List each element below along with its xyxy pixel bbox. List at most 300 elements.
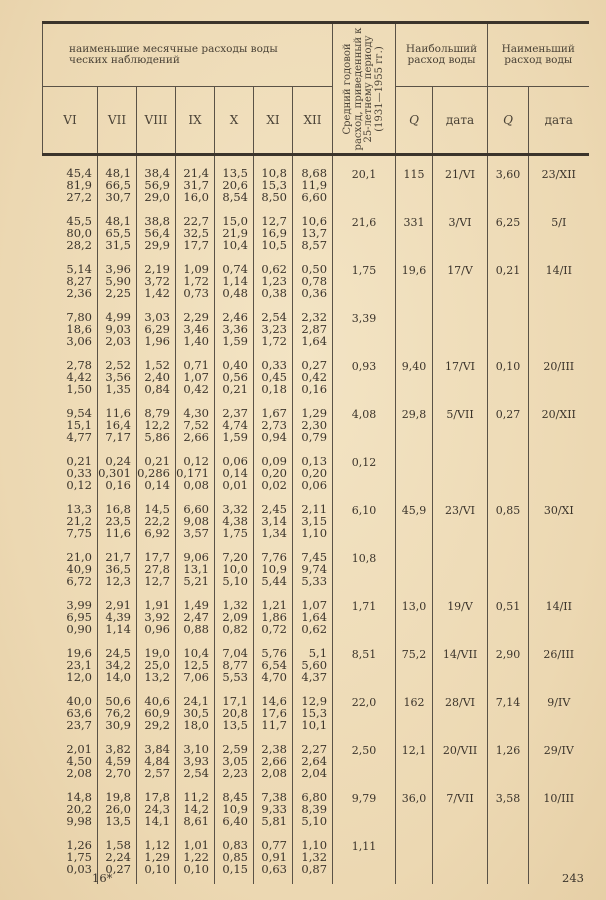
discharge-value: 13,5 <box>222 717 248 732</box>
discharge-value: 1,32 <box>222 598 248 612</box>
discharge-value: 2,91 <box>105 598 131 612</box>
discharge-value: 21,7 <box>105 550 131 564</box>
month-header: IX <box>176 87 215 155</box>
discharge-value: 0,24 <box>105 454 131 468</box>
max-date-cell: 21/VI <box>433 155 488 217</box>
month-cell <box>293 600 333 648</box>
min-q-cell: 6,25 <box>488 216 529 264</box>
discharge-value: 4,77 <box>66 429 92 444</box>
discharge-value: 38,8 <box>144 214 170 228</box>
avg-cell: 8,51 <box>333 648 396 696</box>
discharge-value: 4,42 <box>66 369 92 384</box>
month-cell <box>176 264 215 312</box>
discharge-value: 9,08 <box>183 513 209 528</box>
month-cell <box>137 264 176 312</box>
discharge-value: 4,70 <box>261 669 287 684</box>
discharge-value: 0,48 <box>222 285 248 300</box>
min-date-cell <box>529 312 589 360</box>
month-cell <box>43 696 98 744</box>
discharge-value: 7,80 <box>66 310 92 324</box>
month-cell <box>98 504 137 552</box>
discharge-value: 0,15 <box>222 861 248 876</box>
discharge-value: 6,60 <box>301 189 328 204</box>
month-cell <box>176 744 215 792</box>
discharge-value: 10,4 <box>222 237 248 252</box>
month-cell <box>137 744 176 792</box>
month-cell <box>254 216 293 264</box>
month-cell <box>176 408 215 456</box>
month-cell <box>254 696 293 744</box>
discharge-value: 0,78 <box>301 273 328 288</box>
discharge-value: 11,7 <box>261 717 287 732</box>
discharge-value: 7,17 <box>105 429 131 444</box>
discharge-value: 0,08 <box>183 477 209 492</box>
discharge-value: 13,5 <box>222 166 248 180</box>
discharge-value: 2,01 <box>66 742 92 756</box>
discharge-value: 6,29 <box>144 321 170 336</box>
month-cell <box>254 840 293 884</box>
discharge-value: 13,7 <box>301 225 328 240</box>
discharge-value: 17,7 <box>183 237 209 252</box>
discharge-value: 65,5 <box>105 225 131 240</box>
discharge-value: 15,3 <box>261 177 287 192</box>
month-cell <box>137 840 176 884</box>
discharge-value: 27,2 <box>66 189 92 204</box>
discharge-value: 2,57 <box>144 765 170 780</box>
min-date-cell: 10/III <box>529 792 589 840</box>
min-q-cell: 0,27 <box>488 408 529 456</box>
discharge-value: 2,45 <box>261 502 287 516</box>
discharge-value: 19,6 <box>66 646 92 660</box>
month-cell <box>98 408 137 456</box>
discharge-value: 21,9 <box>222 225 248 240</box>
discharge-value: 8,57 <box>301 237 328 252</box>
discharge-value: 4,50 <box>66 753 92 768</box>
discharge-value: 30,7 <box>105 189 131 204</box>
month-cell <box>254 408 293 456</box>
discharge-value: 0,82 <box>222 621 248 636</box>
table-row <box>43 792 589 840</box>
discharge-value: 1,29 <box>301 406 328 420</box>
max-q-cell: 162 <box>396 696 433 744</box>
min-q-cell: 0,85 <box>488 504 529 552</box>
max-q-cell: 13,0 <box>396 600 433 648</box>
discharge-value: 14,1 <box>144 813 170 828</box>
discharge-value: 11,9 <box>301 177 328 192</box>
discharge-value: 0,286 <box>137 465 170 480</box>
discharge-value: 1,59 <box>222 429 248 444</box>
discharge-value: 3,93 <box>183 753 209 768</box>
discharge-value: 13,1 <box>183 561 209 576</box>
max-date-cell: 17/V <box>433 264 488 312</box>
discharge-value: 5,10 <box>222 573 248 588</box>
month-cell <box>215 840 254 884</box>
discharge-value: 0,42 <box>183 381 209 396</box>
month-cell <box>293 504 333 552</box>
discharge-value: 10,9 <box>261 561 287 576</box>
min-q-cell: 1,26 <box>488 744 529 792</box>
min-q-header: Q <box>488 87 529 155</box>
min-date-cell <box>529 552 589 600</box>
min-date-cell: 20/XII <box>529 408 589 456</box>
month-cell <box>293 360 333 408</box>
discharge-value: 1,26 <box>66 838 92 852</box>
min-date-cell: 29/IV <box>529 744 589 792</box>
month-cell <box>215 552 254 600</box>
discharge-value: 0,12 <box>183 454 209 468</box>
month-cell <box>137 216 176 264</box>
discharge-value: 45,5 <box>66 214 92 228</box>
min-q-cell <box>488 456 529 504</box>
discharge-value: 28,2 <box>66 237 92 252</box>
discharge-value: 0,33 <box>261 358 287 372</box>
avg-cell: 0,93 <box>333 360 396 408</box>
max-q-header: Q <box>396 87 433 155</box>
month-header: VI <box>43 87 98 155</box>
discharge-value: 0,73 <box>183 285 209 300</box>
discharge-value: 23,1 <box>66 657 92 672</box>
table-row <box>43 408 589 456</box>
discharge-value: 0,14 <box>144 477 170 492</box>
discharge-value: 2,29 <box>183 310 209 324</box>
discharge-value: 2,08 <box>261 765 287 780</box>
discharge-value: 30,5 <box>183 705 209 720</box>
discharge-value: 1,14 <box>105 621 131 636</box>
max-date-cell: 5/VII <box>433 408 488 456</box>
discharge-value: 0,16 <box>105 477 131 492</box>
discharge-value: 50,6 <box>105 694 131 708</box>
month-cell <box>293 155 333 217</box>
discharge-value: 56,9 <box>144 177 170 192</box>
max-discharge-header: Наибольший расход воды <box>396 23 488 87</box>
discharge-value: 7,06 <box>183 669 209 684</box>
month-cell <box>215 792 254 840</box>
discharge-value: 19,0 <box>144 646 170 660</box>
month-cell <box>215 155 254 217</box>
discharge-value: 2,32 <box>301 310 328 324</box>
discharge-value: 16,4 <box>105 417 131 432</box>
month-cell <box>98 744 137 792</box>
avg-cell: 1,75 <box>333 264 396 312</box>
avg-cell: 6,10 <box>333 504 396 552</box>
max-date-cell: 23/VI <box>433 504 488 552</box>
month-cell <box>98 456 137 504</box>
discharge-value: 3,06 <box>66 333 92 348</box>
discharge-value: 0,62 <box>301 621 328 636</box>
discharge-value: 11,2 <box>183 790 209 804</box>
discharge-value: 4,39 <box>105 609 131 624</box>
discharge-value: 60,9 <box>144 705 170 720</box>
month-header: X <box>215 87 254 155</box>
month-cell <box>215 744 254 792</box>
discharge-value: 2,73 <box>261 417 287 432</box>
discharge-value: 0,72 <box>261 621 287 636</box>
month-cell <box>137 504 176 552</box>
discharge-value: 1,21 <box>261 598 287 612</box>
discharge-value: 0,63 <box>261 861 287 876</box>
discharge-value: 19,8 <box>105 790 131 804</box>
month-cell <box>254 312 293 360</box>
discharge-value: 0,33 <box>66 465 92 480</box>
month-cell <box>137 552 176 600</box>
discharge-value: 6,60 <box>183 502 209 516</box>
discharge-value: 9,06 <box>183 550 209 564</box>
discharge-value: 2,04 <box>301 765 328 780</box>
avg-discharge-header <box>333 23 396 155</box>
max-date-header: дата <box>433 87 488 155</box>
month-cell <box>98 360 137 408</box>
discharge-value: 31,5 <box>105 237 131 252</box>
discharge-value: 8,39 <box>301 801 328 816</box>
discharge-value: 0,01 <box>222 477 248 492</box>
discharge-value: 1,67 <box>261 406 287 420</box>
avg-cell: 10,8 <box>333 552 396 600</box>
discharge-value: 12,2 <box>144 417 170 432</box>
discharge-value: 2,24 <box>105 849 131 864</box>
discharge-value: 2,78 <box>66 358 92 372</box>
discharge-value: 12,5 <box>183 657 209 672</box>
discharge-value: 12,3 <box>105 573 131 588</box>
month-cell <box>215 312 254 360</box>
month-cell <box>137 456 176 504</box>
discharge-value: 0,71 <box>183 358 209 372</box>
month-cell <box>176 504 215 552</box>
max-date-cell: 14/VII <box>433 648 488 696</box>
month-cell <box>137 648 176 696</box>
month-cell <box>215 456 254 504</box>
discharge-value: 29,9 <box>144 237 170 252</box>
discharge-value: 9,54 <box>66 406 92 420</box>
discharge-value: 7,45 <box>301 550 328 564</box>
discharge-value: 6,80 <box>301 790 328 804</box>
month-cell <box>254 155 293 217</box>
min-date-cell: 5/I <box>529 216 589 264</box>
discharge-value: 0,21 <box>222 381 248 396</box>
max-q-cell: 331 <box>396 216 433 264</box>
discharge-value: 0,40 <box>222 358 248 372</box>
avg-cell: 20,1 <box>333 155 396 217</box>
discharge-value: 80,0 <box>66 225 92 240</box>
discharge-value: 4,84 <box>144 753 170 768</box>
discharge-value: 16,0 <box>183 189 209 204</box>
discharge-value: 1,10 <box>301 525 328 540</box>
discharge-value: 14,2 <box>183 801 209 816</box>
month-cell <box>215 504 254 552</box>
discharge-value: 17,6 <box>261 705 287 720</box>
discharge-value: 10,5 <box>261 237 287 252</box>
month-cell <box>43 840 98 884</box>
table-row <box>43 696 589 744</box>
discharge-value: 40,9 <box>66 561 92 576</box>
min-q-cell: 3,58 <box>488 792 529 840</box>
discharge-value: 7,04 <box>222 646 248 660</box>
discharge-value: 4,30 <box>183 406 209 420</box>
discharge-value: 23,5 <box>105 513 131 528</box>
month-cell <box>254 360 293 408</box>
discharge-value: 1,12 <box>144 838 170 852</box>
signature-mark: 16* <box>92 871 113 885</box>
discharge-value: 3,15 <box>301 513 328 528</box>
discharge-value: 1,75 <box>66 849 92 864</box>
month-cell <box>215 216 254 264</box>
discharge-value: 3,03 <box>144 310 170 324</box>
discharge-value: 18,6 <box>66 321 92 336</box>
month-cell <box>43 456 98 504</box>
discharge-value: 29,2 <box>144 717 170 732</box>
table-row <box>43 155 589 217</box>
discharge-value: 12,7 <box>261 214 287 228</box>
discharge-value: 3,72 <box>144 273 170 288</box>
discharge-value: 4,99 <box>105 310 131 324</box>
month-cell <box>137 360 176 408</box>
discharge-value: 1,75 <box>222 525 248 540</box>
min-q-cell: 0,21 <box>488 264 529 312</box>
month-cell <box>293 840 333 884</box>
header-line-2: ческих наблюдений <box>69 54 180 66</box>
month-cell <box>215 408 254 456</box>
discharge-value: 1,96 <box>144 333 170 348</box>
discharge-value: 2,30 <box>301 417 328 432</box>
discharge-value: 24,5 <box>105 646 131 660</box>
discharge-value: 3,10 <box>183 742 209 756</box>
discharge-value: 7,75 <box>66 525 92 540</box>
discharge-value: 3,57 <box>183 525 209 540</box>
discharge-value: 2,66 <box>183 429 209 444</box>
discharge-value: 1,40 <box>183 333 209 348</box>
discharge-value: 0,96 <box>144 621 170 636</box>
discharge-value: 1,64 <box>301 609 328 624</box>
discharge-value: 32,5 <box>183 225 209 240</box>
discharge-value: 8,45 <box>222 790 248 804</box>
discharge-value: 3,36 <box>222 321 248 336</box>
discharge-value: 6,40 <box>222 813 248 828</box>
discharge-value: 23,7 <box>66 717 92 732</box>
discharge-value: 9,74 <box>301 561 328 576</box>
discharge-value: 2,37 <box>222 406 248 420</box>
month-cell <box>98 552 137 600</box>
max-q-cell <box>396 552 433 600</box>
discharge-value: 0,02 <box>261 477 287 492</box>
avg-cell: 1,71 <box>333 600 396 648</box>
discharge-value: 0,171 <box>176 465 209 480</box>
month-cell <box>176 456 215 504</box>
discharge-value: 20,8 <box>222 705 248 720</box>
discharge-value: 1,09 <box>183 262 209 276</box>
discharge-value: 0,84 <box>144 381 170 396</box>
discharge-value: 1,22 <box>183 849 209 864</box>
month-header: VIII <box>137 87 176 155</box>
discharge-value: 21,2 <box>66 513 92 528</box>
min-date-cell: 30/XI <box>529 504 589 552</box>
discharge-value: 24,3 <box>144 801 170 816</box>
discharge-value: 2,54 <box>261 310 287 324</box>
discharge-value: 9,98 <box>66 813 92 828</box>
month-cell <box>98 696 137 744</box>
discharge-value: 2,38 <box>261 742 287 756</box>
table-row <box>43 600 589 648</box>
discharge-value: 5,76 <box>261 646 287 660</box>
table-row <box>43 840 589 884</box>
discharge-value: 2,09 <box>222 609 248 624</box>
discharge-value: 1,14 <box>222 273 248 288</box>
discharge-value: 2,59 <box>222 742 248 756</box>
discharge-value: 6,54 <box>261 657 287 672</box>
month-cell <box>176 360 215 408</box>
discharge-value: 2,25 <box>105 285 131 300</box>
month-cell <box>215 696 254 744</box>
discharge-value: 9,03 <box>105 321 131 336</box>
discharge-value: 0,42 <box>301 369 328 384</box>
discharge-value: 0,03 <box>66 861 92 876</box>
discharge-value: 20,2 <box>66 801 92 816</box>
min-q-cell: 0,10 <box>488 360 529 408</box>
discharge-value: 7,38 <box>261 790 287 804</box>
discharge-value: 8,54 <box>222 189 248 204</box>
discharge-value: 21,0 <box>66 550 92 564</box>
min-date-cell: 14/II <box>529 600 589 648</box>
discharge-value: 6,95 <box>66 609 92 624</box>
discharge-value: 3,32 <box>222 502 248 516</box>
discharge-value: 10,4 <box>183 646 209 660</box>
discharge-value: 11,6 <box>105 406 131 420</box>
discharge-value: 10,0 <box>222 561 248 576</box>
discharge-value: 48,1 <box>105 214 131 228</box>
discharge-value: 10,1 <box>301 717 328 732</box>
discharge-value: 0,14 <box>222 465 248 480</box>
min-q-cell: 7,14 <box>488 696 529 744</box>
min-q-cell: 2,90 <box>488 648 529 696</box>
month-header: XI <box>254 87 293 155</box>
min-q-cell <box>488 312 529 360</box>
month-cell <box>254 552 293 600</box>
discharge-value: 1,50 <box>66 381 92 396</box>
discharge-value: 0,16 <box>301 381 328 396</box>
discharge-value: 18,0 <box>183 717 209 732</box>
month-cell <box>98 648 137 696</box>
discharge-value: 1,01 <box>183 838 209 852</box>
discharge-value: 2,54 <box>183 765 209 780</box>
max-date-cell <box>433 456 488 504</box>
discharge-value: 1,91 <box>144 598 170 612</box>
month-cell <box>137 312 176 360</box>
max-q-cell <box>396 312 433 360</box>
discharge-value: 24,1 <box>183 694 209 708</box>
min-q-cell: 3,60 <box>488 155 529 217</box>
discharge-value: 0,09 <box>261 454 287 468</box>
discharge-value: 1,32 <box>301 849 328 864</box>
discharge-value: 0,27 <box>301 358 328 372</box>
discharge-value: 26,0 <box>105 801 131 816</box>
max-q-cell <box>396 456 433 504</box>
discharge-value: 10,8 <box>261 166 287 180</box>
discharge-value: 7,76 <box>261 550 287 564</box>
discharge-value: 10,6 <box>301 214 328 228</box>
discharge-value: 14,6 <box>261 694 287 708</box>
month-cell <box>215 360 254 408</box>
min-q-cell <box>488 840 529 884</box>
discharge-value: 5,81 <box>261 813 287 828</box>
discharge-value: 0,45 <box>261 369 287 384</box>
discharge-value: 38,4 <box>144 166 170 180</box>
discharge-value: 7,20 <box>222 550 248 564</box>
discharge-value: 36,5 <box>105 561 131 576</box>
max-date-cell: 17/VI <box>433 360 488 408</box>
max-q-cell: 75,2 <box>396 648 433 696</box>
discharge-value: 14,8 <box>66 790 92 804</box>
month-cell <box>137 792 176 840</box>
month-cell <box>254 792 293 840</box>
discharge-value: 8,79 <box>144 406 170 420</box>
